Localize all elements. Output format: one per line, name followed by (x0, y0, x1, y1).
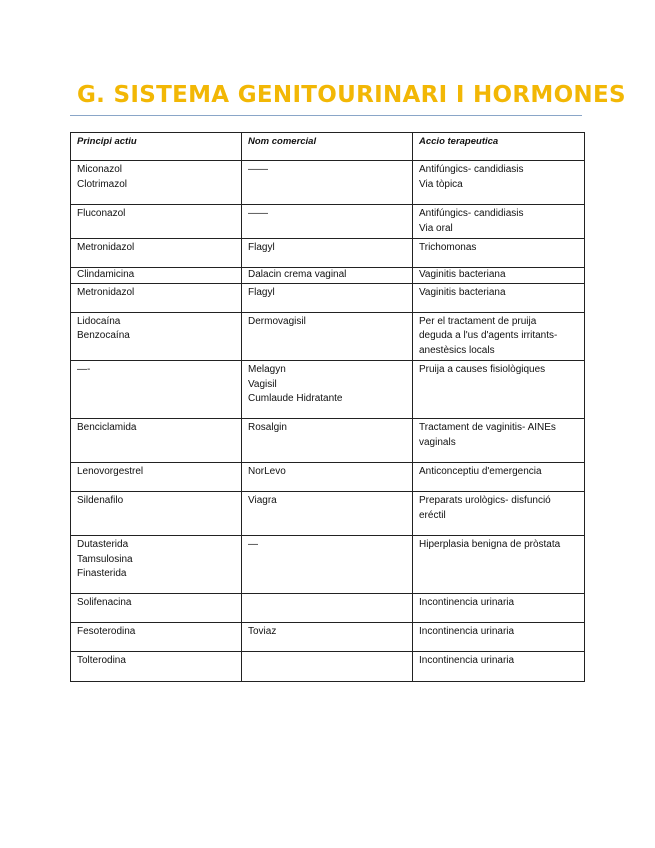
table-row (71, 361, 585, 419)
cell-text-line: Lenovorgestrel (77, 466, 144, 477)
cell-principi-actiu (71, 623, 242, 652)
cell-accio-terapeutica (413, 594, 585, 623)
cell-nom-comercial (242, 239, 413, 268)
table-row (71, 536, 585, 594)
cell-text-line: Benzocaína (77, 330, 130, 341)
cell-text-line: Melagyn (248, 364, 286, 375)
cell-text-line: Tractament de vaginitis- AINEs (419, 422, 556, 433)
cell-principi-actiu (71, 594, 242, 623)
cell-principi-actiu (71, 361, 242, 419)
cell-text-line: Trichomonas (419, 242, 477, 253)
cell-principi-actiu (71, 463, 242, 492)
cell-text-line: Finasterida (77, 568, 127, 579)
cell-text-line: Clindamicina (77, 269, 135, 280)
cell-nom-comercial (242, 283, 413, 312)
cell-nom-comercial (242, 419, 413, 463)
cell-nom-comercial (242, 492, 413, 536)
header-nom-comercial: Nom comercial (242, 133, 413, 161)
table-row (71, 205, 585, 239)
cell-text-line: — (248, 539, 258, 550)
cell-text-line: Dalacin crema vaginal (248, 269, 347, 280)
cell-text-line: Fluconazol (77, 208, 126, 219)
cell-nom-comercial (242, 312, 413, 361)
cell-text-line: Vaginitis bacteriana (419, 286, 506, 298)
cell-text-line: Vaginitis bacteriana (419, 269, 506, 280)
header-accio-terapeutica: Accio terapeutica (413, 133, 585, 161)
cell-principi-actiu (71, 268, 242, 284)
cell-text-line: Tolterodina (77, 655, 126, 666)
page-title: G. SISTEMA GENITOURINARI I HORMONES (77, 82, 626, 108)
cell-text-line: Toviaz (248, 626, 277, 637)
cell-text-line: Dutasterida (77, 539, 129, 550)
cell-text-line: Incontinencia urinaria (419, 655, 515, 666)
cell-text-line: Pruija a causes fisiològiques (419, 364, 546, 375)
cell-accio-terapeutica (413, 463, 585, 492)
cell-principi-actiu (71, 205, 242, 239)
cell-principi-actiu (71, 283, 242, 312)
cell-accio-terapeutica (413, 652, 585, 682)
cell-text-line: —— (248, 208, 268, 219)
cell-text-line: Anticonceptiu d'emergencia (419, 466, 542, 477)
table-row (71, 312, 585, 361)
cell-principi-actiu (71, 652, 242, 682)
cell-accio-terapeutica (413, 161, 585, 205)
cell-nom-comercial (242, 361, 413, 419)
cell-text-line: Metronidazol (77, 242, 135, 253)
cell-text-line: eréctil (419, 509, 446, 521)
cell-text-line: Sildenafilo (77, 495, 124, 506)
cell-accio-terapeutica (413, 419, 585, 463)
cell-nom-comercial (242, 161, 413, 205)
cell-text-line: Vagisil (248, 378, 277, 390)
cell-text-line: Preparats urològics- disfunció (419, 495, 551, 506)
cell-principi-actiu (71, 312, 242, 361)
header-principi-actiu: Principi actiu (71, 133, 242, 161)
cell-nom-comercial (242, 652, 413, 682)
cell-text-line: deguda a l'us d'agents irritants- (419, 330, 558, 341)
cell-accio-terapeutica (413, 205, 585, 239)
cell-text-line: Cumlaude Hidratante (248, 393, 343, 404)
cell-text-line: NorLevo (248, 466, 286, 477)
table-row (71, 268, 585, 284)
cell-text-line: Antifúngics- candidiasis (419, 164, 524, 175)
cell-text-line: Rosalgin (248, 422, 287, 433)
cell-principi-actiu (71, 161, 242, 205)
cell-principi-actiu (71, 239, 242, 268)
cell-text-line: Lidocaína (77, 315, 121, 327)
cell-text-line: Metronidazol (77, 286, 135, 298)
cell-text-line: vaginals (419, 436, 456, 448)
cell-principi-actiu (71, 492, 242, 536)
cell-text-line: Flagyl (248, 286, 275, 298)
cell-nom-comercial (242, 536, 413, 594)
cell-nom-comercial (242, 623, 413, 652)
cell-text-line: Miconazol (77, 164, 123, 175)
cell-text-line: anestèsics locals (419, 344, 495, 356)
cell-text-line: Solifenacina (77, 597, 132, 608)
cell-text-line: Incontinencia urinaria (419, 626, 515, 637)
cell-text-line: Hiperplasia benigna de pròstata (419, 539, 561, 550)
table-row (71, 623, 585, 652)
cell-accio-terapeutica (413, 312, 585, 361)
cell-nom-comercial (242, 594, 413, 623)
cell-text-line: Dermovagisil (248, 315, 306, 327)
title-underline (70, 115, 582, 116)
cell-text-line: Tamsulosina (77, 553, 133, 565)
table-row (71, 239, 585, 268)
cell-nom-comercial (242, 205, 413, 239)
table-row (71, 594, 585, 623)
cell-accio-terapeutica (413, 239, 585, 268)
table-row (71, 463, 585, 492)
cell-text-line: Viagra (248, 495, 277, 506)
table-header-row (71, 133, 585, 161)
cell-principi-actiu (71, 419, 242, 463)
table-row (71, 419, 585, 463)
cell-accio-terapeutica (413, 623, 585, 652)
cell-accio-terapeutica (413, 361, 585, 419)
cell-text-line: Per el tractament de pruija (419, 315, 537, 327)
cell-text-line: Flagyl (248, 242, 275, 253)
table-body (71, 161, 585, 682)
drug-table (70, 132, 585, 682)
cell-text-line: Clotrimazol (77, 178, 128, 190)
cell-nom-comercial (242, 268, 413, 284)
cell-text-line: Antifúngics- candidiasis (419, 208, 524, 219)
cell-text-line: Benciclamida (77, 422, 137, 433)
cell-accio-terapeutica (413, 536, 585, 594)
cell-accio-terapeutica (413, 283, 585, 312)
table-row (71, 652, 585, 682)
cell-text-line: Incontinencia urinaria (419, 597, 515, 608)
cell-text-line: Via tòpica (419, 178, 463, 190)
cell-text-line: Fesoterodina (77, 626, 136, 637)
table-row (71, 161, 585, 205)
cell-text-line: —- (77, 364, 91, 375)
cell-nom-comercial (242, 463, 413, 492)
cell-principi-actiu (71, 536, 242, 594)
cell-accio-terapeutica (413, 268, 585, 284)
cell-text-line: —— (248, 164, 268, 175)
table-row (71, 492, 585, 536)
cell-text-line: Via oral (419, 222, 453, 234)
cell-accio-terapeutica (413, 492, 585, 536)
table-row (71, 283, 585, 312)
